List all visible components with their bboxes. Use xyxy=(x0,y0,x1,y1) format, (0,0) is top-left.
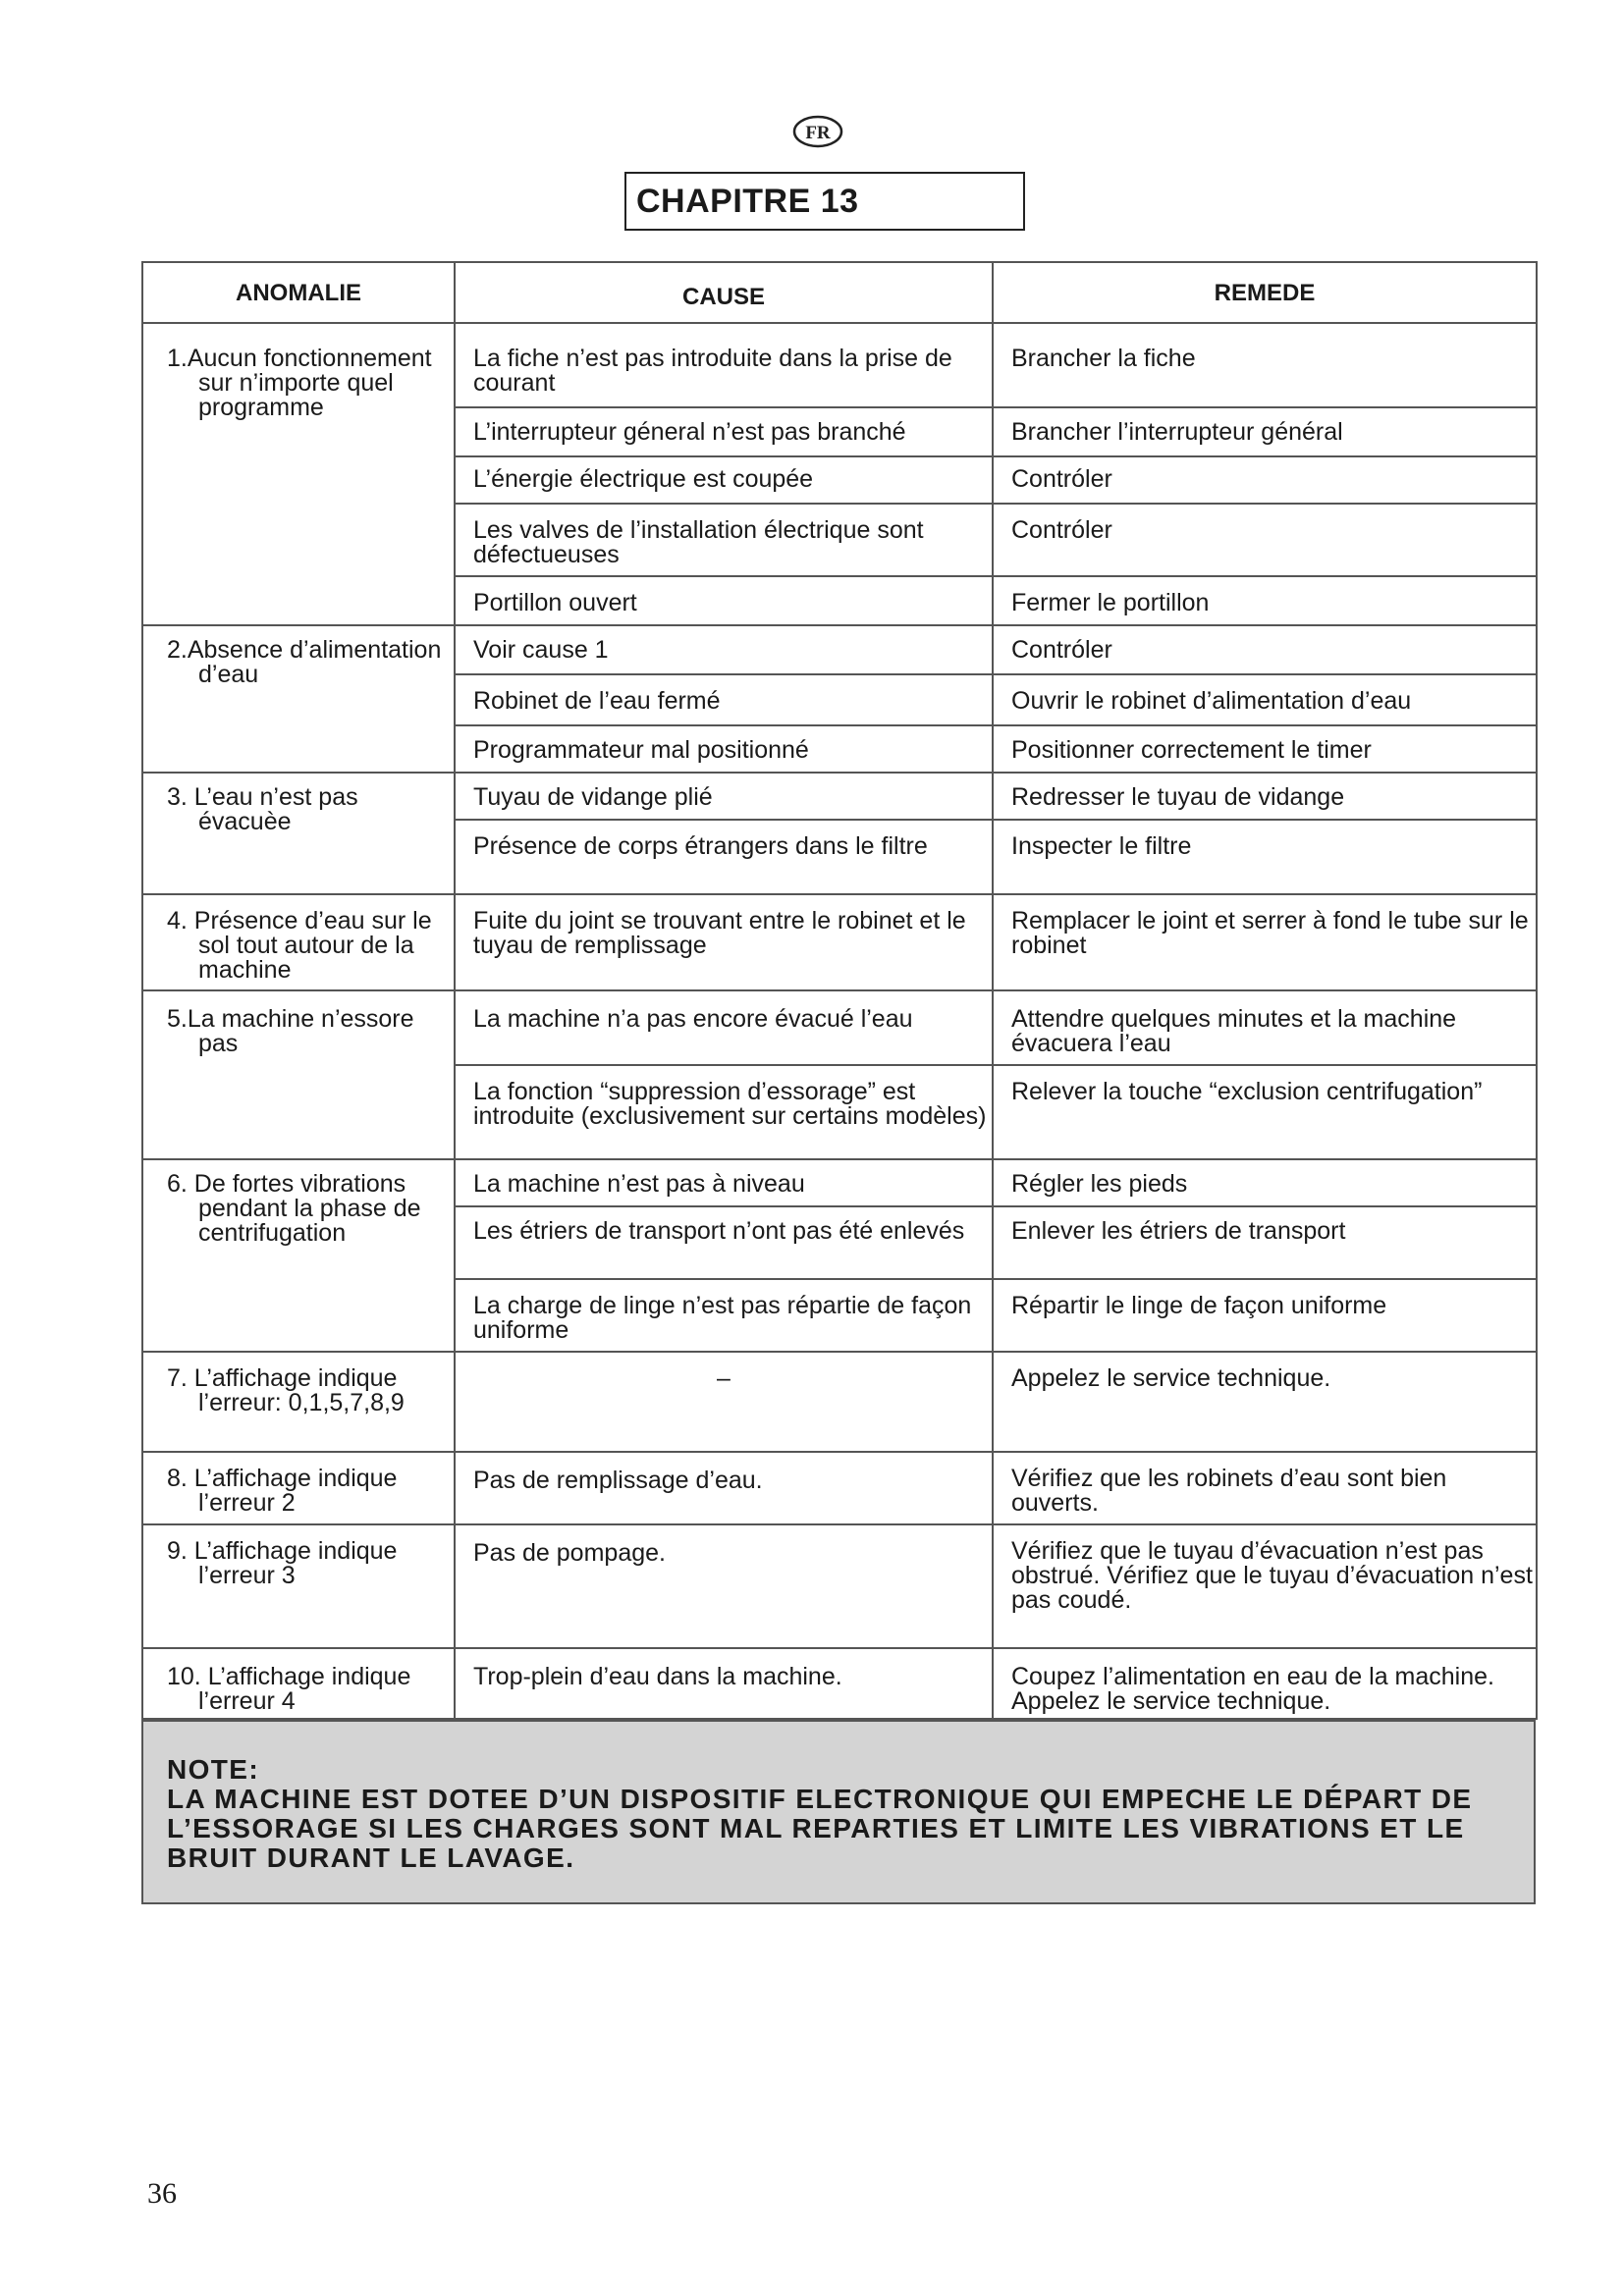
cause-cell: Trop-plein d’eau dans la machine. xyxy=(455,1648,993,1719)
remedy-cell: Redresser le tuyau de vidange xyxy=(993,773,1537,820)
anomaly-cell: 10. L’affichage indique l’erreur 4 xyxy=(142,1648,455,1719)
remedy-cell: Ouvrir le robinet d’alimentation d’eau xyxy=(993,674,1537,725)
cause-cell: Portillon ouvert xyxy=(455,576,993,625)
page-number: 36 xyxy=(147,2177,177,2210)
cause-cell: La charge de linge n’est pas répartie de façon uniforme xyxy=(455,1279,993,1352)
cause-cell: Robinet de l’eau fermé xyxy=(455,674,993,725)
anomaly-cell: 4. Présence d’eau sur le sol tout autour de la machine xyxy=(142,894,455,990)
cause-cell: L’interrupteur géneral n’est pas branché xyxy=(455,407,993,456)
remedy-cell: Inspecter le filtre xyxy=(993,820,1537,894)
table-header-row xyxy=(142,262,1537,323)
cause-header: CAUSE xyxy=(455,262,993,323)
anomaly-cell: 8. L’affichage indique l’erreur 2 xyxy=(142,1452,455,1524)
cause-cell: Présence de corps étrangers dans le filtre xyxy=(455,820,993,894)
remedy-cell: Vérifiez que les robinets d’eau sont bien ouverts. xyxy=(993,1452,1537,1524)
cause-cell: La fonction “suppression d’essorage” est introduite (exclusivement sur certains modèles) xyxy=(455,1065,993,1159)
anomaly-cell: 9. L’affichage indique l’erreur 3 xyxy=(142,1524,455,1648)
remedy-cell: Vérifiez que le tuyau d’évacuation n’est pas obstrué. Vérifiez que le tuyau d’évacuation n’est pas coudé. xyxy=(993,1524,1537,1648)
table-row xyxy=(142,323,1537,407)
troubleshooting-table xyxy=(141,261,1538,1720)
anomaly-cell: 3. L’eau n’est pas évacuèe xyxy=(142,773,455,894)
remedy-cell: Contróler xyxy=(993,625,1537,674)
table-row xyxy=(142,1452,1537,1524)
cause-cell: La fiche n’est pas introduite dans la prise de courant xyxy=(455,323,993,407)
table-row xyxy=(142,990,1537,1065)
cause-cell: Fuite du joint se trouvant entre le robinet et le tuyau de remplissage xyxy=(455,894,993,990)
remedy-cell: Répartir le linge de façon uniforme xyxy=(993,1279,1537,1352)
chapter-title: CHAPITRE 13 xyxy=(624,172,1025,231)
cause-cell: Pas de remplissage d’eau. xyxy=(455,1452,993,1524)
cause-cell: Pas de pompage. xyxy=(455,1524,993,1648)
table-row xyxy=(142,625,1537,674)
cause-cell: La machine n’a pas encore évacué l’eau xyxy=(455,990,993,1065)
remedy-cell: Positionner correctement le timer xyxy=(993,725,1537,773)
note-title: NOTE: xyxy=(167,1754,260,1785)
anomaly-cell: 6. De fortes vibrations pendant la phase de centrifugation xyxy=(142,1159,455,1352)
cause-cell: Les valves de l’installation électrique sont défectueuses xyxy=(455,504,993,576)
anomaly-header: ANOMALIE xyxy=(142,262,455,323)
remedy-cell: Attendre quelques minutes et la machine évacuera l’eau xyxy=(993,990,1537,1065)
table-row xyxy=(142,1159,1537,1206)
remedy-cell: Remplacer le joint et serrer à fond le tube sur le robinet xyxy=(993,894,1537,990)
remedy-cell: Coupez l’alimentation en eau de la machine. Appelez le service technique. xyxy=(993,1648,1537,1719)
cause-cell: Programmateur mal positionné xyxy=(455,725,993,773)
cause-cell: Tuyau de vidange plié xyxy=(455,773,993,820)
anomaly-cell: 2.Absence d’alimentation d’eau xyxy=(142,625,455,773)
remedy-cell: Enlever les étriers de transport xyxy=(993,1206,1537,1279)
cause-cell: Les étriers de transport n’ont pas été enlevés xyxy=(455,1206,993,1279)
table-row xyxy=(142,1352,1537,1452)
table-row xyxy=(142,894,1537,990)
remedy-cell: Brancher la fiche xyxy=(993,323,1537,407)
cause-cell: – xyxy=(455,1352,993,1452)
cause-cell: La machine n’est pas à niveau xyxy=(455,1159,993,1206)
table-row xyxy=(142,1524,1537,1648)
remedy-cell: Fermer le portillon xyxy=(993,576,1537,625)
remedy-cell: Contróler xyxy=(993,504,1537,576)
cause-cell: Voir cause 1 xyxy=(455,625,993,674)
remedy-cell: Régler les pieds xyxy=(993,1159,1537,1206)
remedy-cell: Brancher l’interrupteur général xyxy=(993,407,1537,456)
anomaly-cell: 5.La machine n’essore pas xyxy=(142,990,455,1159)
fr-language-badge xyxy=(792,115,843,148)
cause-cell: L’énergie électrique est coupée xyxy=(455,456,993,504)
table-row xyxy=(142,1648,1537,1719)
remedy-cell: Appelez le service technique. xyxy=(993,1352,1537,1452)
table-row xyxy=(142,773,1537,820)
remedy-header: REMEDE xyxy=(993,262,1537,323)
remedy-cell: Contróler xyxy=(993,456,1537,504)
note-text: LA MACHINE EST DOTEE D’UN DISPOSITIF ELECTRONIQUE QUI EMPECHE LE DÉPART DE L’ESSORAGE SI LES CHARGES SONT MAL REPARTIES ET LIMITE LES VIBRATIONS ET LE BRUIT DURANT LE LAVAGE. xyxy=(167,1784,1473,1873)
note-box xyxy=(141,1720,1536,1904)
remedy-cell: Relever la touche “exclusion centrifugation” xyxy=(993,1065,1537,1159)
anomaly-cell: 1.Aucun fonctionnement sur n’importe quel programme xyxy=(142,323,455,625)
anomaly-cell: 7. L’affichage indique l’erreur: 0,1,5,7,8,9 xyxy=(142,1352,455,1452)
fr-badge-text: FR xyxy=(805,123,831,143)
